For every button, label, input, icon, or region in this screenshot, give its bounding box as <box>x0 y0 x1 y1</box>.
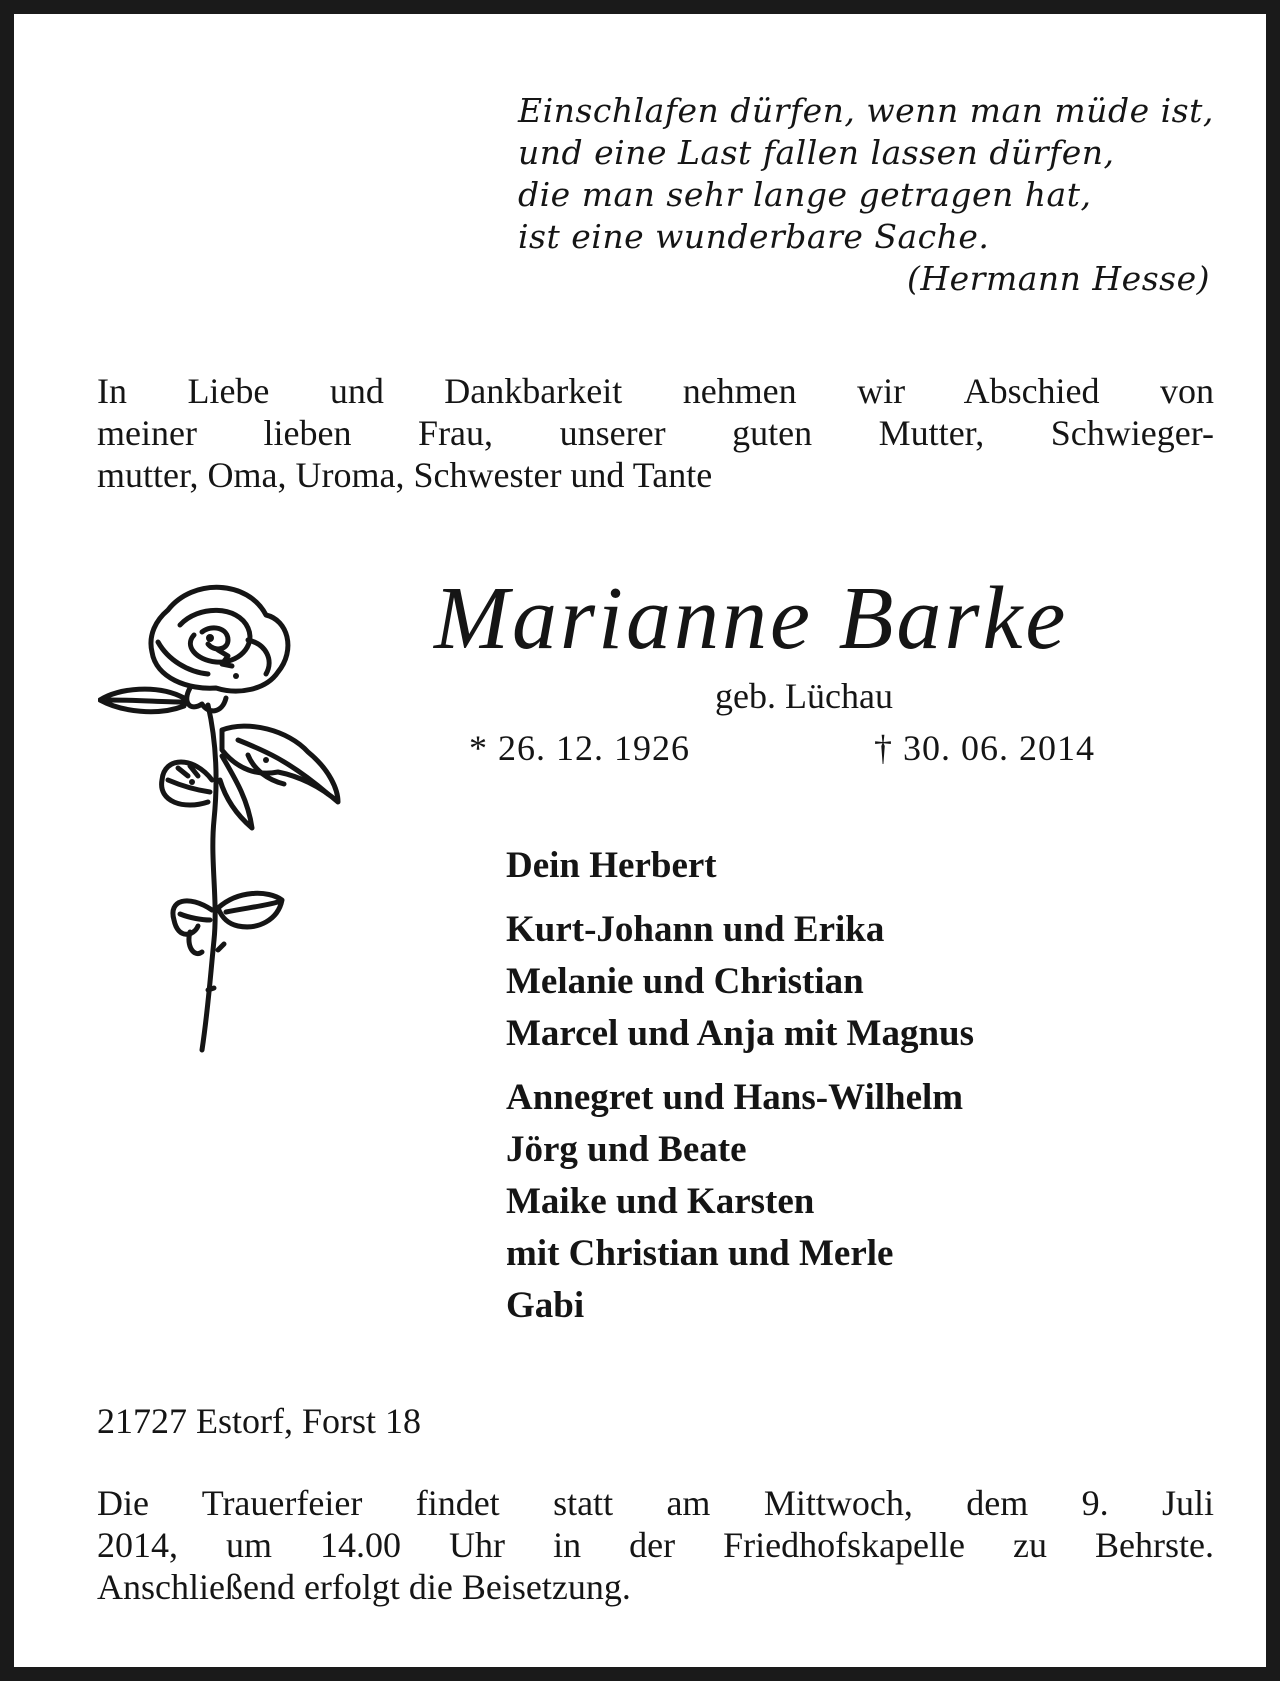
family-group <box>506 904 1206 1060</box>
family-member: Melanie und Christian <box>506 961 864 1002</box>
family-member: Dein Herbert <box>506 845 717 886</box>
poem-line: ist eine wunderbare Sache. <box>518 217 990 256</box>
family-member: Jörg und Beate <box>506 1129 747 1170</box>
ceremony-info <box>97 1482 1214 1608</box>
family-member: Maike und Karsten <box>506 1181 815 1222</box>
address: 21727 Estorf, Forst 18 <box>97 1401 421 1441</box>
poem-line: Einschlafen dürfen, wenn man müde ist, <box>518 91 1214 130</box>
rose-icon <box>98 580 358 1060</box>
family-member: Gabi <box>506 1285 585 1326</box>
poem-line: die man sehr lange getragen hat, <box>518 175 1092 214</box>
maiden-name: geb. Lüchau <box>715 676 893 716</box>
family-group <box>506 840 1206 892</box>
intro-line: In Liebe und Dankbarkeit nehmen wir Abschied von <box>97 371 1214 411</box>
family-list <box>506 840 1206 1332</box>
poem-quote <box>518 90 1218 300</box>
family-member: mit Christian und Merle <box>506 1233 894 1274</box>
death-date: † 30. 06. 2014 <box>874 728 1095 768</box>
intro-line: mutter, Oma, Uroma, Schwester und Tante <box>97 455 713 495</box>
intro-text <box>97 370 1214 496</box>
poem-line: und eine Last fallen lassen dürfen, <box>518 133 1115 172</box>
family-member: Marcel und Anja mit Magnus <box>506 1013 975 1054</box>
poem-author: (Hermann Hesse) <box>906 259 1210 298</box>
ceremony-line: Anschließend erfolgt die Beisetzung. <box>97 1567 631 1607</box>
deceased-name: Marianne Barke <box>434 569 1069 668</box>
intro-line: meiner lieben Frau, unserer guten Mutter, Schwieger- <box>97 413 1214 453</box>
ceremony-line: Die Trauerfeier findet statt am Mittwoch, dem 9. Juli <box>97 1483 1214 1523</box>
family-group <box>506 1072 1206 1332</box>
birth-date: * 26. 12. 1926 <box>469 728 690 768</box>
family-member: Kurt-Johann und Erika <box>506 909 885 950</box>
family-member: Annegret und Hans-Wilhelm <box>506 1077 964 1118</box>
ceremony-line: 2014, um 14.00 Uhr in der Friedhofskapelle zu Behrste. <box>97 1525 1214 1565</box>
